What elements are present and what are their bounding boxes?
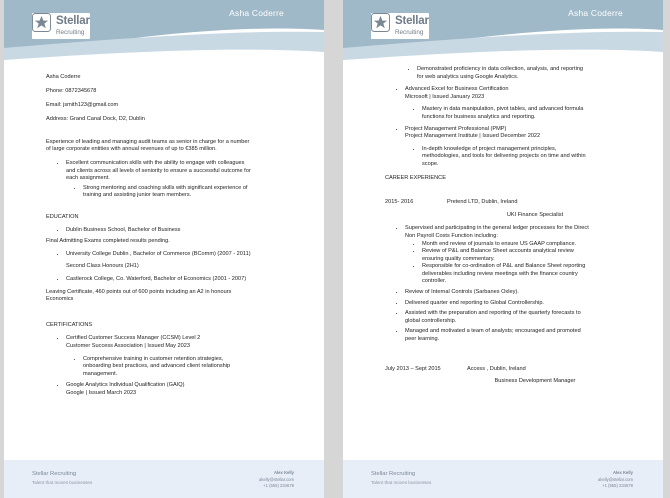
- footer-tagline: Talent that moves businesses: [32, 480, 93, 485]
- certification-sub-bullet: [417, 66, 650, 81]
- education-item: • University College Dublin , Bachelor of Commerce (BComm) (2007 - 2011): [66, 251, 301, 259]
- bullet-line: and clients across all levels of seniority to ensure a successful outcome for: [66, 167, 251, 174]
- summary-line: of large corporate entities with annual revenues of up to €385 million.: [46, 146, 217, 153]
- job-duty: [405, 328, 650, 343]
- job-title: UKI Finance Specialist: [506, 211, 564, 218]
- job-sub-duty: [422, 263, 650, 286]
- certification-sub-bullet: [422, 146, 650, 169]
- bullet-line: • Google Analytics Individual Qualification (GAIQ): [66, 382, 185, 389]
- education-note: Leaving Certificate, 460 points out of 600 points including an A2 in honours: [46, 288, 232, 295]
- bullet-line: • Review of P&L and Balance Sheet accounts analytical review: [422, 248, 574, 255]
- footer-contact-email: akelly@stellar.com: [259, 476, 294, 482]
- footer-brand: Stellar Recruiting: [32, 471, 77, 477]
- bullet-line: scope.: [422, 160, 439, 167]
- company-logo: [32, 13, 90, 39]
- page-header: [4, 0, 324, 60]
- bullet-line: training and assisting junior team members.: [83, 192, 192, 199]
- page-footer: [4, 460, 324, 498]
- certification-item: [66, 382, 301, 397]
- bullet-line: ensuring quality commentary.: [422, 255, 495, 262]
- bullet-line: each assignment.: [66, 175, 110, 182]
- job-header: [385, 366, 650, 374]
- bullet-line: • Responsible for co-ordination of P&L and Balance Sheet reporting: [422, 263, 586, 270]
- footer-contact: [259, 470, 294, 490]
- footer-contact-email: akelly@stellar.com: [598, 476, 633, 482]
- contact-name: Asha Coderre: [46, 74, 81, 80]
- footer-contact-name: Alex Kelly: [612, 470, 633, 475]
- page-footer: [343, 460, 663, 498]
- footer-contact-phone: +1 (555) 234678: [263, 483, 294, 488]
- contact-phone: Phone: 0872345678: [46, 88, 97, 95]
- certification-item: [405, 86, 650, 121]
- page-header: [343, 0, 663, 60]
- logo-sub: Recruiting: [395, 29, 424, 36]
- bullet-line: Google | Issued March 2023: [66, 389, 137, 396]
- header-candidate-name: Asha Coderre: [568, 8, 623, 18]
- career-heading: CAREER EXPERIENCE: [385, 174, 446, 181]
- bullet-line: methodologies, and tools for delivering projects on time and within: [422, 153, 586, 160]
- summary-sub-bullet: [83, 185, 301, 200]
- job-company: Access , Dublin, Ireland: [467, 365, 526, 372]
- certifications-heading: CERTIFICATIONS: [46, 321, 93, 328]
- bullet-line: • Advanced Excel for Business Certification: [405, 86, 509, 93]
- education-note: Economics: [46, 296, 74, 303]
- certification-item: [405, 126, 650, 169]
- page-body: [46, 74, 301, 398]
- bullet-line: • Strong mentoring and coaching skills with significant experience of: [83, 184, 248, 191]
- bullet-line: Customer Success Association | Issued May 2023: [66, 342, 190, 349]
- education-item: • Castlerock College, Co. Waterford, Bachelor of Economics (2001 - 2007): [66, 276, 301, 284]
- star-icon: [32, 13, 51, 32]
- bullet-line: for web analytics using Google Analytics.: [417, 73, 519, 80]
- logo-name: Stellar: [395, 15, 429, 27]
- footer-brand: Stellar Recruiting: [371, 471, 416, 477]
- footer-contact: [598, 470, 633, 490]
- resume-page-2: [343, 0, 663, 498]
- bullet-line: Microsoft | Issued January 2023: [405, 93, 485, 100]
- footer-contact-name: Alex Kelly: [273, 470, 294, 475]
- bullet-line: • Managed and motivated a team of analysts; encouraged and promoted: [405, 328, 581, 335]
- bullet-line: • Supervised and participating in the general ledger processes for the Direct: [405, 225, 589, 232]
- bullet-line: controller.: [422, 278, 447, 285]
- bullet-line: • Mastery in data manipulation, pivot tables, and advanced formula: [422, 106, 584, 113]
- bullet-line: onboarding best practices, and advanced client relationship: [83, 363, 231, 370]
- job-dates: July 2013 – Sept 2015: [385, 365, 441, 372]
- logo-sub: Recruiting: [56, 29, 85, 36]
- job-title: Business Development Manager: [494, 378, 576, 385]
- footer-contact-phone: +1 (555) 234678: [602, 483, 633, 488]
- contact-email: Email: jsmith123@gmail.com: [46, 102, 119, 109]
- job-duty: [405, 225, 650, 286]
- certification-sub-bullet: [83, 356, 301, 379]
- education-note: Second Class Honours (2H1): [66, 263, 139, 270]
- contact-address: Address: Grand Canal Dock, D2, Dublin: [46, 116, 145, 123]
- bullet-line: deliverables including review meetings with the finance country: [422, 270, 578, 277]
- bullet-line: Project Management Institute | Issued December 2022: [405, 133, 541, 140]
- logo-name: Stellar: [56, 15, 90, 27]
- education-note: Final Admitting Exams completed results pending.: [46, 238, 170, 245]
- bullet-line: • Certified Customer Success Manager (CCSM) Level 2: [66, 335, 201, 342]
- bullet-line: • Comprehensive training in customer retention strategies,: [83, 355, 224, 362]
- education-item: • Dublin Business School, Bachelor of Business: [66, 227, 301, 235]
- job-sub-duty: [422, 248, 650, 263]
- certification-item: [66, 335, 301, 378]
- header-candidate-name: Asha Coderre: [229, 8, 284, 18]
- education-heading: EDUCATION: [46, 214, 79, 221]
- bullet-line: • In-depth knowledge of project management principles,: [422, 145, 557, 152]
- bullet-line: peer learning.: [405, 336, 440, 343]
- job-sub-duty: [422, 241, 650, 249]
- bullet-line: • Month end review of journals to ensure US GAAP compliance.: [422, 240, 577, 247]
- bullet-line: functions for business analytics and reporting.: [422, 113, 536, 120]
- bullet-line: • Excellent communication skills with the ability to engage with colleagues: [66, 160, 245, 167]
- job-duty: • Review of Internal Controls (Sarbanes Oxley).: [405, 289, 650, 297]
- summary-line: Experience of leading and managing audit teams as senior in charge for a number: [46, 138, 250, 145]
- job-header: [385, 199, 650, 207]
- bullet-line: • Demonstrated proficiency in data collection, analysis, and reporting: [417, 66, 584, 72]
- certification-sub-bullet: [422, 106, 650, 121]
- bullet-line: • Assisted with the preparation and reporting of the quarterly forecasts to: [405, 310, 581, 317]
- bullet-line: management.: [83, 370, 118, 377]
- bullet-line: global controllership.: [405, 317, 457, 324]
- job-dates: 2015- 2016: [385, 199, 414, 206]
- job-duty: • Delivered quarter end reporting to Global Controllership.: [405, 300, 650, 308]
- bullet-line: • Project Management Professional (PMP): [405, 125, 507, 132]
- company-logo: [371, 13, 429, 39]
- footer-tagline: Talent that moves businesses: [371, 480, 432, 485]
- bullet-line: Non Payroll Costs Function including:: [405, 232, 498, 239]
- page-body: [385, 66, 650, 386]
- resume-page-1: [4, 0, 324, 498]
- summary-bullet: [66, 160, 301, 200]
- job-duty: [405, 310, 650, 325]
- job-company: Pretend LTD, Dublin, Ireland: [447, 199, 518, 206]
- star-icon: [371, 13, 390, 32]
